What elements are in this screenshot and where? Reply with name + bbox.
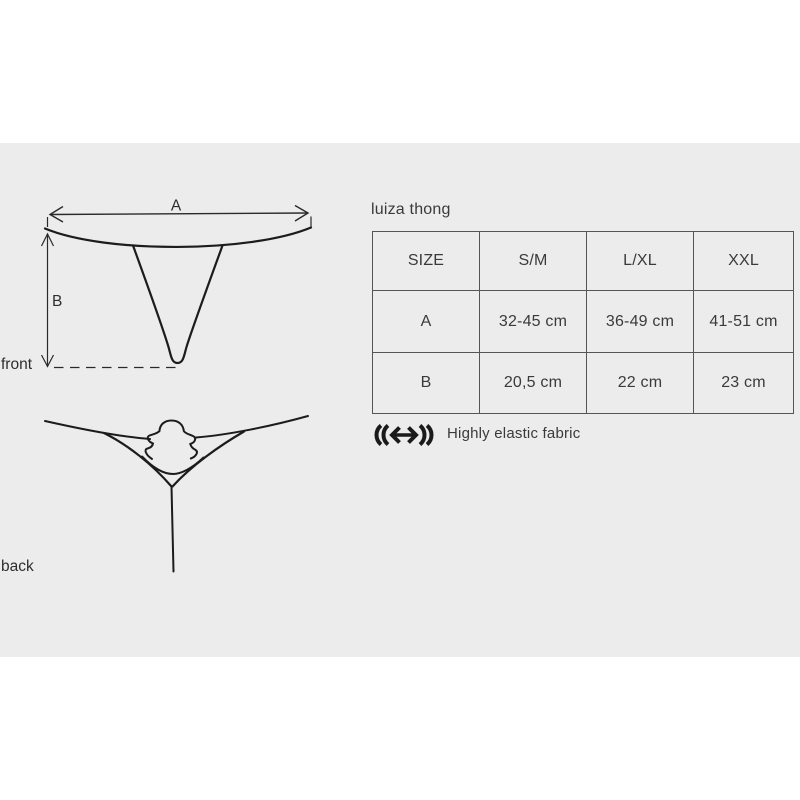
dimension-b-label: B: [52, 293, 63, 310]
front-panel-path: [133, 246, 223, 364]
back-view-label: back: [1, 558, 34, 575]
size-table-header-lxl: L/XL: [587, 232, 694, 291]
back-right-strap-path: [196, 416, 308, 438]
size-table-cell: 32-45 cm: [480, 291, 587, 353]
elastic-stretch-icon: [372, 424, 436, 446]
back-string-path: [172, 487, 174, 572]
size-table-header-xxl: XXL: [694, 232, 793, 291]
fabric-note-label: Highly elastic fabric: [447, 425, 581, 442]
dimension-arrow-b: [42, 234, 183, 368]
flower-applique-path: [146, 421, 197, 460]
size-table: [372, 231, 794, 414]
size-table-row-b-label: B: [373, 353, 480, 413]
dimension-a-label: A: [170, 197, 182, 215]
size-table-cell: 36-49 cm: [587, 291, 694, 353]
front-view-diagram: [0, 195, 330, 377]
front-waistband-path: [45, 228, 311, 247]
back-view-diagram: [0, 405, 330, 580]
thong-front-outline: [45, 228, 311, 364]
back-left-strap-path: [45, 421, 150, 439]
size-table-cell: 41-51 cm: [694, 291, 793, 353]
back-v-left-path: [104, 433, 172, 487]
front-view-label: front: [1, 356, 33, 373]
size-table-cell: 20,5 cm: [480, 353, 587, 413]
thong-back-outline: [45, 416, 308, 572]
size-table-header-size: SIZE: [373, 232, 480, 291]
product-title: luiza thong: [371, 201, 451, 218]
back-v-right-path: [173, 432, 245, 487]
size-table-cell: 22 cm: [587, 353, 694, 413]
size-table-header-sm: S/M: [480, 232, 587, 291]
size-table-cell: 23 cm: [721, 374, 766, 391]
size-table-row-a-label: A: [373, 291, 480, 353]
fabric-note: [372, 423, 581, 447]
